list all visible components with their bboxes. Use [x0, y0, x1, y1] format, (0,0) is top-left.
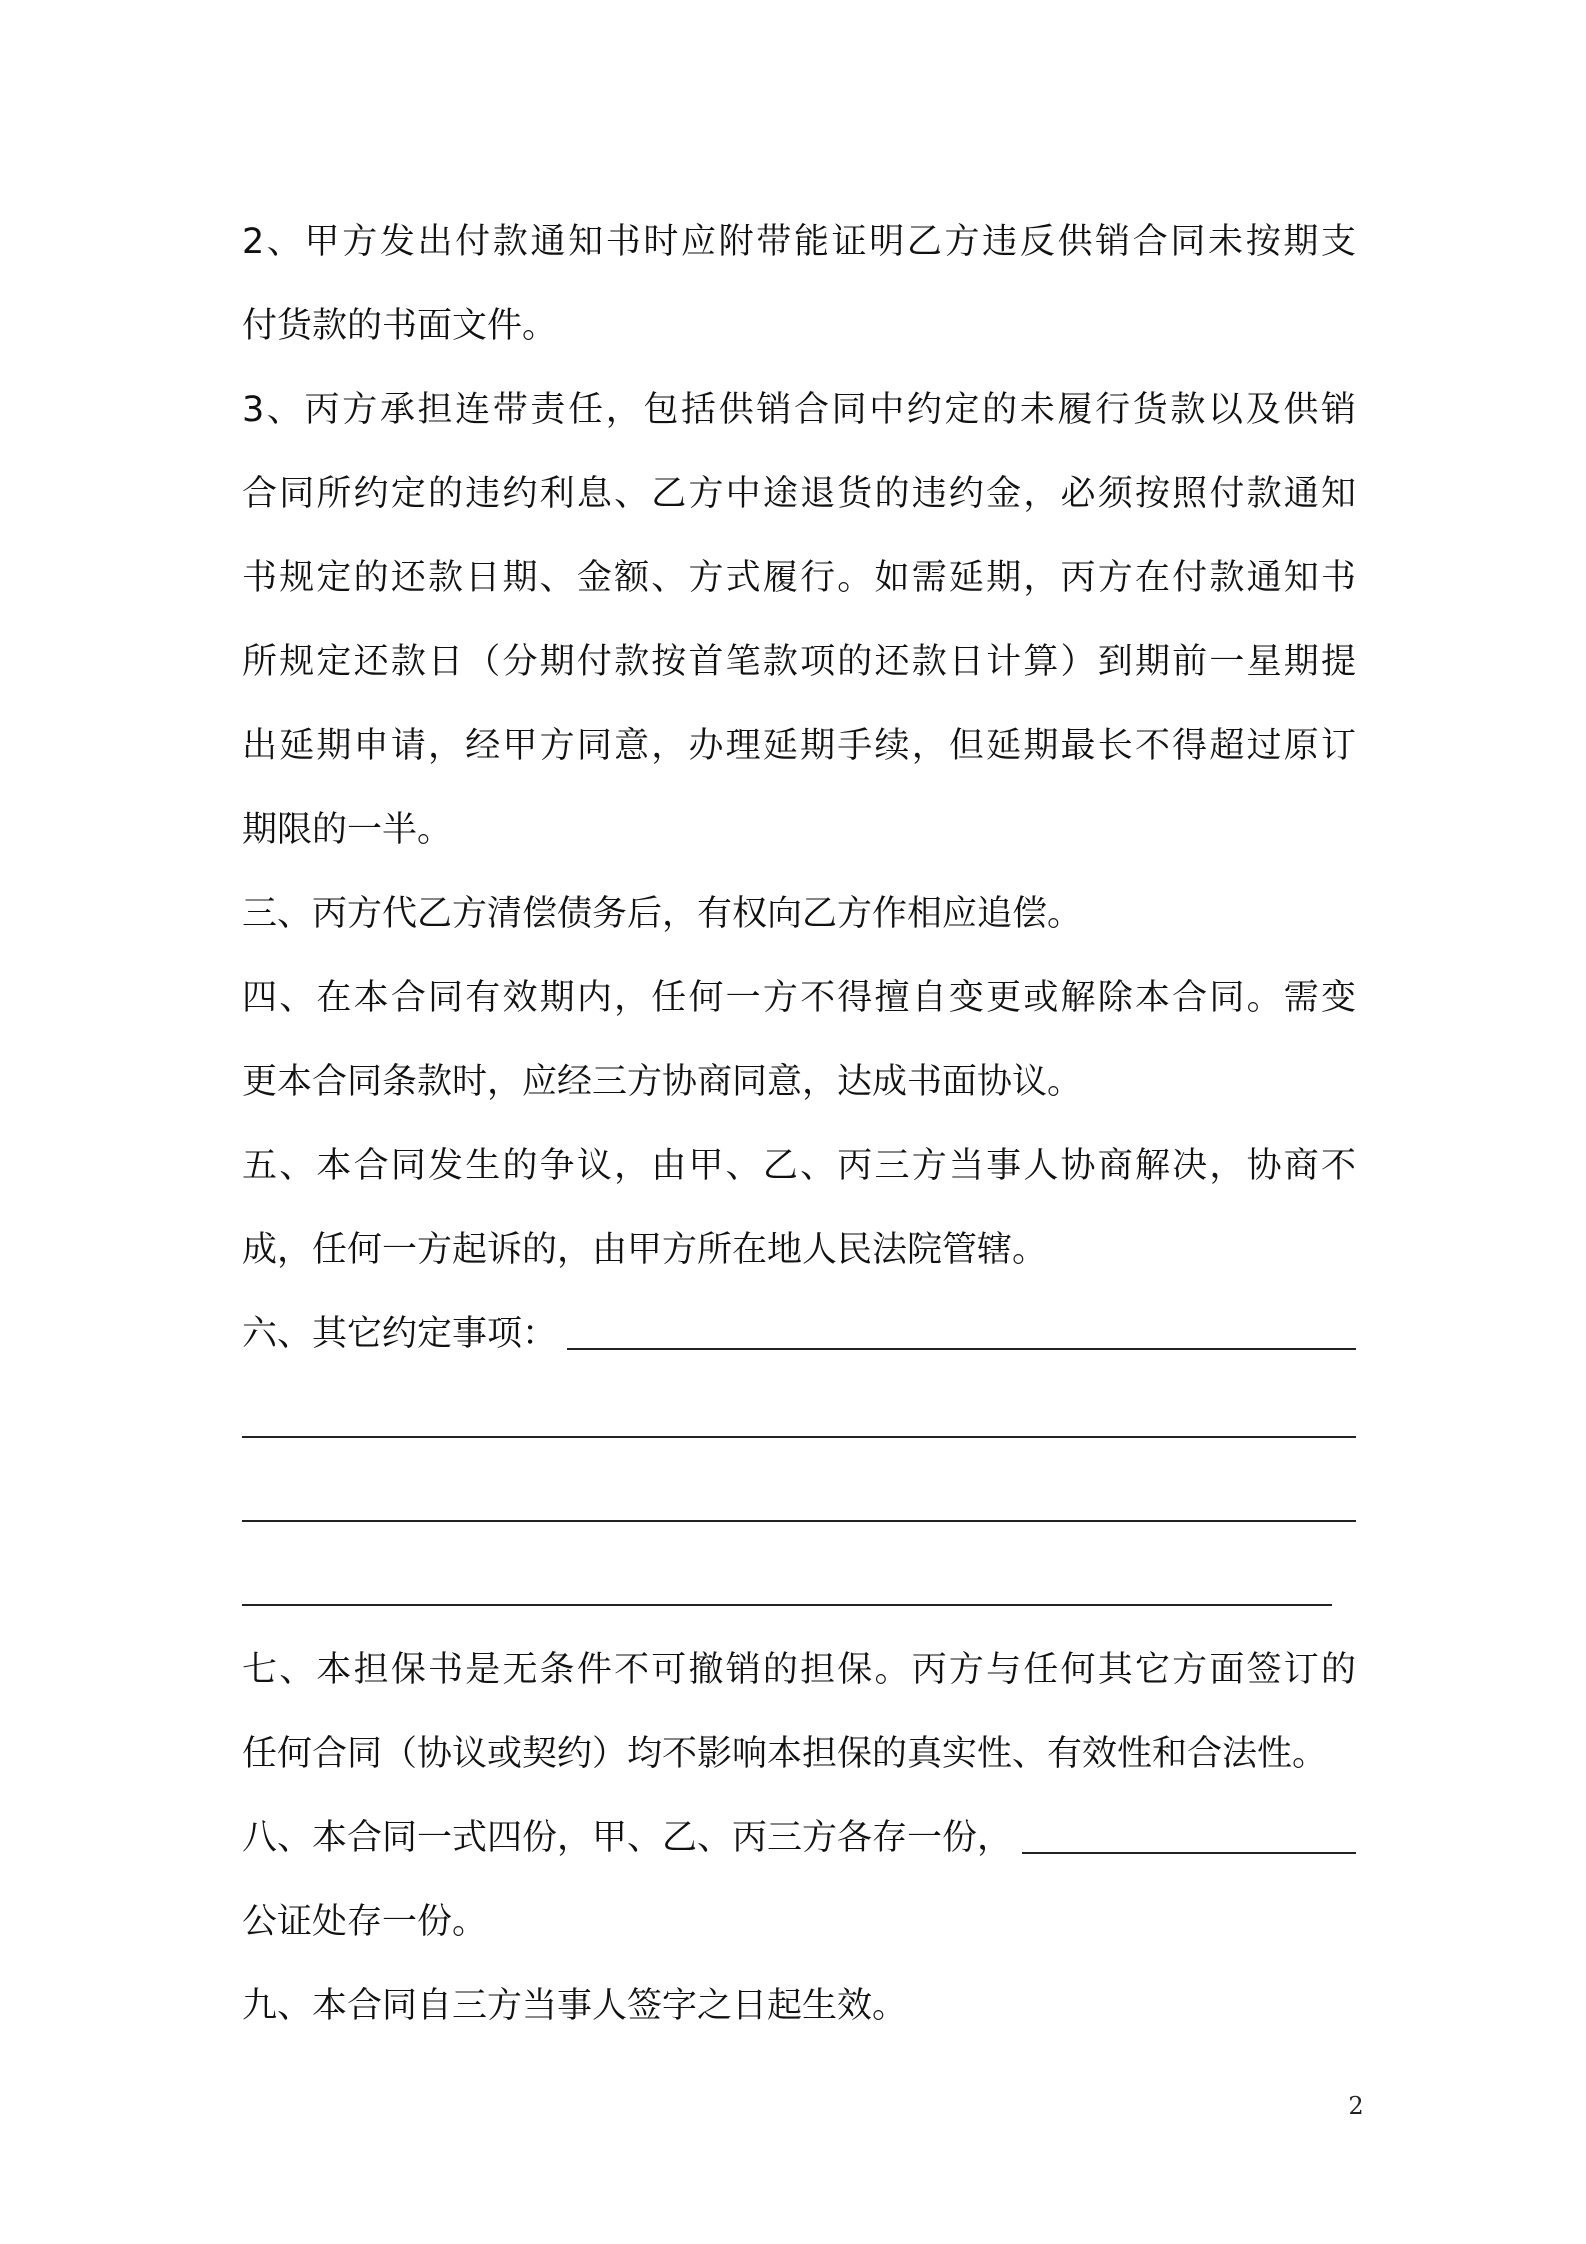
- item8-prefix: 八、本合同一式四份，甲、乙、丙三方各存一份，: [242, 1818, 1013, 1858]
- paragraph-line: 书规定的还款日期、金额、方式履行。如需延期，丙方在付款通知书: [242, 558, 1356, 598]
- item6-blank-line[interactable]: [242, 1376, 1356, 1460]
- paragraph-line: 三、丙方代乙方清偿债务后，有权向乙方作相应追偿。: [242, 894, 1083, 934]
- paragraph-line: 合同所约定的违约利息、乙方中途退货的违约金，必须按照付款通知: [242, 474, 1356, 514]
- paragraph-line: 出延期申请，经甲方同意，办理延期手续，但延期最长不得超过原订: [242, 726, 1356, 766]
- paragraph-line: 四、在本合同有效期内，任何一方不得擅自变更或解除本合同。需变: [242, 978, 1356, 1018]
- paragraph-line: 2、甲方发出付款通知书时应附带能证明乙方违反供销合同未按期支: [242, 222, 1356, 262]
- blank-rule: [242, 1520, 1356, 1522]
- paragraph-line: 更本合同条款时，应经三方协商同意，达成书面协议。: [242, 1062, 1083, 1102]
- page-number: 2: [1348, 2092, 1364, 2120]
- paragraph-line: 所规定还款日（分期付款按首笔款项的还款日计算）到期前一星期提: [242, 642, 1356, 682]
- blank-rule: [242, 1436, 1356, 1438]
- item6-blank-field[interactable]: [567, 1348, 1356, 1350]
- item6-blank-line[interactable]: [242, 1544, 1356, 1628]
- paragraph-line: 成，任何一方起诉的，由甲方所在地人民法院管辖。: [242, 1230, 1048, 1270]
- item6-line: [242, 1292, 1356, 1376]
- item6-label: 六、其它约定事项：: [242, 1314, 558, 1354]
- paragraph-line: 付货款的书面文件。: [242, 306, 558, 346]
- contract-body: [242, 200, 1356, 2048]
- paragraph-line: 七、本担保书是无条件不可撤销的担保。丙方与任何其它方面签订的: [242, 1650, 1356, 1690]
- paragraph-line: 期限的一半。: [242, 810, 453, 850]
- item8-line: [242, 1796, 1356, 1880]
- item8-blank-field[interactable]: [1022, 1852, 1356, 1854]
- blank-rule: [242, 1604, 1332, 1606]
- item6-blank-line[interactable]: [242, 1460, 1356, 1544]
- paragraph-line: 任何合同（协议或契约）均不影响本担保的真实性、有效性和合法性。: [242, 1734, 1328, 1774]
- paragraph-line: 五、本合同发生的争议，由甲、乙、丙三方当事人协商解决，协商不: [242, 1146, 1356, 1186]
- item9-line: 九、本合同自三方当事人签字之日起生效。: [242, 1986, 908, 2026]
- item8-suffix: 公证处存一份。: [242, 1902, 488, 1942]
- paragraph-line: 3、丙方承担连带责任，包括供销合同中约定的未履行货款以及供销: [242, 390, 1356, 430]
